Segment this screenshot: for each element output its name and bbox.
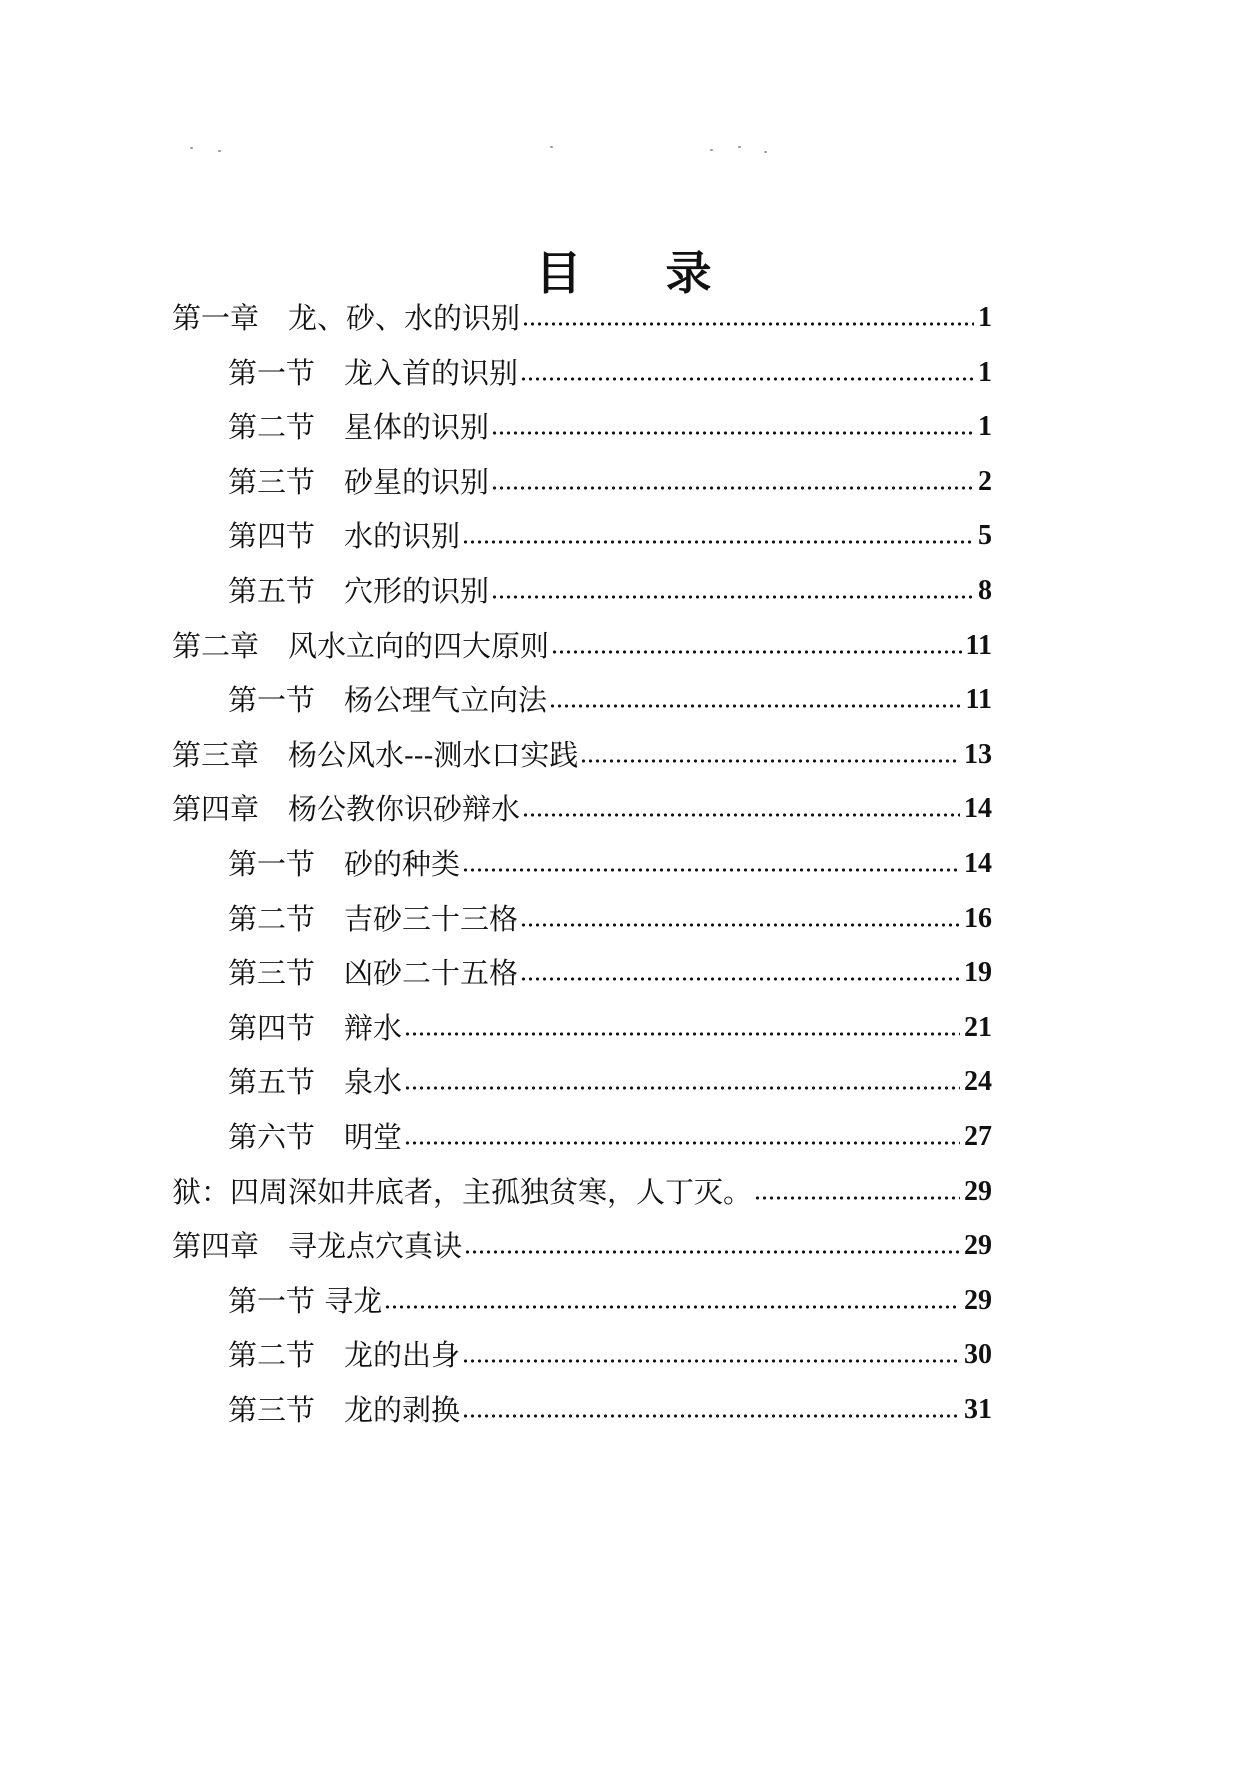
toc-entry-label: 第三节 砂星的识别	[228, 464, 490, 499]
toc-entry-label: 第一节 龙入首的识别	[228, 355, 519, 390]
page-title: 目 录	[535, 245, 746, 300]
toc-chapter-entry[interactable]	[172, 626, 992, 666]
toc-page-number: 11	[965, 629, 992, 661]
dot-leader	[462, 1357, 960, 1365]
toc-entry-label: 第三章 杨公风水---测水口实践	[172, 737, 579, 772]
scan-specks	[190, 145, 890, 157]
toc-entry-label: 第二章 风水立向的四大原则	[172, 628, 550, 663]
dot-leader	[404, 1084, 960, 1092]
toc-page-number: 8	[978, 575, 992, 606]
toc-entry-label: 第四节 辩水	[228, 1010, 403, 1045]
toc-section-entry[interactable]	[228, 953, 992, 993]
toc-entry-label: 第二节 星体的识别	[228, 410, 490, 445]
dot-leader	[462, 1412, 960, 1420]
toc-page-number: 24	[964, 1066, 992, 1098]
toc-page-number: 16	[964, 902, 992, 934]
dot-leader	[551, 648, 962, 656]
toc-section-entry[interactable]	[228, 407, 992, 447]
toc-page-number: 1	[978, 411, 992, 443]
toc-section-entry[interactable]	[228, 1281, 992, 1321]
dot-leader	[520, 921, 960, 929]
dot-leader	[491, 484, 974, 492]
toc-entry-label: 第二节 吉砂三十三格	[228, 901, 519, 936]
toc-entry-label: 第一章 龙、砂、水的识别	[172, 301, 521, 335]
toc-chapter-entry[interactable]	[172, 789, 992, 829]
dot-leader	[464, 1248, 960, 1256]
toc-entry-label: 第五节 穴形的识别	[228, 574, 490, 608]
dot-leader	[384, 1303, 960, 1311]
toc-page-number: 11	[965, 684, 992, 716]
toc-entry-label: 第五节 泉水	[228, 1065, 403, 1100]
toc-section-entry[interactable]	[228, 462, 992, 502]
toc-section-entry[interactable]	[228, 571, 992, 611]
dot-leader	[462, 866, 960, 874]
scan-speck	[738, 146, 741, 148]
dot-leader	[520, 375, 974, 383]
scan-speck	[710, 149, 713, 151]
dot-leader	[404, 1139, 960, 1147]
toc-entry-label: 第四节 水的识别	[228, 519, 461, 554]
toc-entry-label: 第一节 寻龙	[228, 1283, 383, 1318]
toc-entry-label: 狱：四周深如井底者，主孤独贫寒，人丁灭。	[172, 1174, 753, 1209]
dot-leader	[520, 975, 960, 983]
toc-page-number: 19	[964, 957, 992, 989]
toc-section-entry[interactable]	[228, 680, 992, 720]
dot-leader	[549, 702, 962, 710]
scan-speck	[218, 150, 221, 152]
toc-page-number: 1	[978, 356, 992, 388]
toc-section-entry[interactable]	[228, 516, 992, 556]
dot-leader	[404, 1030, 960, 1038]
toc-page-number: 29	[964, 1230, 992, 1262]
scan-speck	[190, 147, 193, 149]
dot-leader	[522, 320, 974, 328]
toc-page-number: 5	[978, 520, 992, 552]
toc-entry-label: 第四章 杨公教你识砂辩水	[172, 792, 521, 827]
toc-page-number: 30	[964, 1339, 992, 1371]
toc-entry-label: 第一节 杨公理气立向法	[228, 683, 548, 718]
toc-section-entry[interactable]	[228, 844, 992, 884]
toc-entry-label: 第三节 凶砂二十五格	[228, 956, 519, 991]
scan-speck	[764, 151, 767, 153]
toc-section-entry[interactable]	[228, 1390, 992, 1430]
toc-entry-label: 第六节 明堂	[228, 1120, 403, 1154]
dot-leader	[491, 429, 974, 437]
dot-leader	[580, 757, 960, 765]
toc-page-number: 14	[964, 793, 992, 825]
dot-leader	[754, 1194, 960, 1202]
toc-page-number: 31	[964, 1394, 992, 1425]
toc-entry-label: 第三节 龙的剥换	[228, 1393, 461, 1427]
dot-leader	[522, 811, 960, 819]
toc-chapter-entry[interactable]	[172, 1226, 992, 1266]
toc-page-number: 29	[964, 1284, 992, 1316]
toc-page-number: 13	[964, 738, 992, 770]
toc-section-entry[interactable]	[228, 1008, 992, 1048]
toc-entry-label: 第二节 龙的出身	[228, 1338, 461, 1373]
toc-page-number: 2	[978, 465, 992, 497]
toc-section-entry[interactable]	[228, 353, 992, 393]
toc-section-entry[interactable]	[228, 899, 992, 939]
toc-page-number: 1	[978, 302, 992, 333]
toc-page-number: 29	[964, 1175, 992, 1207]
toc-entry-label: 第四章 寻龙点穴真诀	[172, 1229, 463, 1264]
toc-page-number: 27	[964, 1121, 992, 1152]
scan-speck	[550, 146, 553, 148]
toc-section-entry[interactable]	[228, 1335, 992, 1375]
toc-chapter-entry[interactable]	[172, 735, 992, 775]
toc-entry-label: 第一节 砂的种类	[228, 847, 461, 881]
dot-leader	[491, 593, 974, 601]
toc-section-entry[interactable]	[228, 1062, 992, 1102]
dot-leader	[462, 538, 974, 546]
toc-page-number: 21	[964, 1011, 992, 1043]
toc-chapter-entry[interactable]	[172, 298, 992, 338]
toc-section-entry[interactable]	[228, 1117, 992, 1157]
toc-page-number: 14	[964, 848, 992, 879]
toc-chapter-entry[interactable]	[172, 1172, 992, 1212]
